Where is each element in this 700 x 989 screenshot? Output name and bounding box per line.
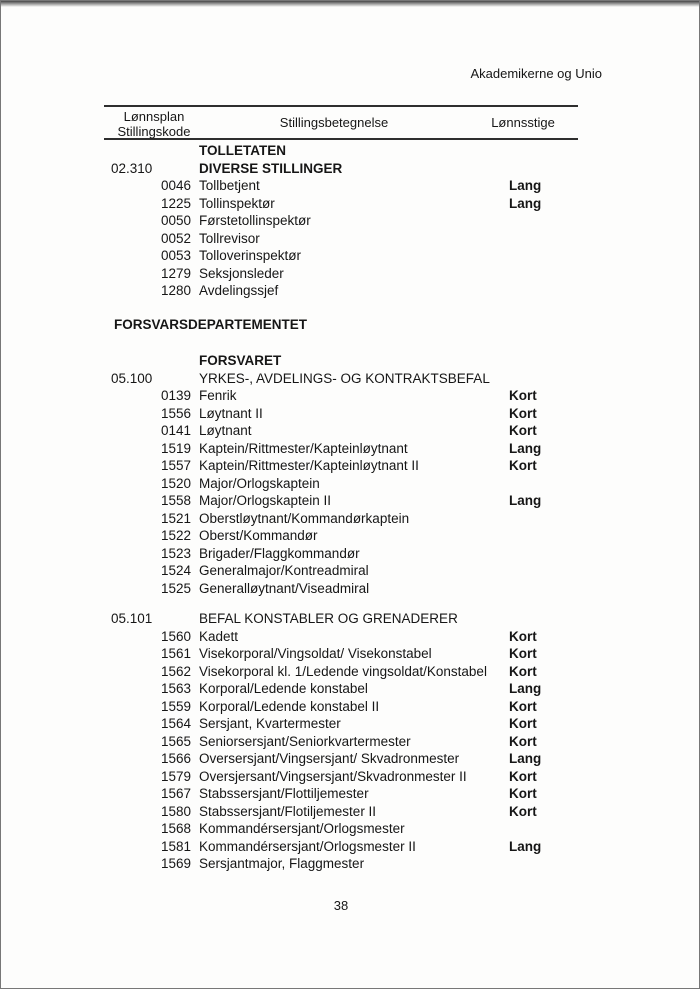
stillingsbetegnelse-cell: Førstetollinspektør: [199, 213, 311, 228]
lonnsplan-row: [104, 610, 578, 628]
table-row: [104, 768, 578, 786]
stillingsbetegnelse-cell: Oberstløytnant/Kommandørkaptein: [199, 510, 410, 526]
table-row: [104, 545, 578, 563]
stillingskode-cell: 0050: [160, 213, 191, 228]
lonnsstige-cell: Lang: [509, 751, 542, 766]
stillingsbetegnelse-cell: Kadett: [199, 628, 239, 644]
stillingsbetegnelse-cell: Korporal/Ledende konstabel: [199, 681, 368, 696]
stillingskode-cell: 1556: [160, 405, 191, 421]
stillingskode-cell: 1564: [160, 716, 191, 731]
table-row: [104, 698, 578, 716]
lonnsstige-cell: Kort: [509, 768, 537, 784]
stillingskode-cell: 1558: [160, 493, 191, 508]
table-row: [104, 247, 578, 265]
stillingsbetegnelse-cell: Seniorsersjant/Seniorkvartermester: [199, 733, 411, 749]
table-row: [104, 562, 578, 580]
lonnsstige-cell: Kort: [509, 733, 537, 749]
lonnsstige-cell: Kort: [509, 803, 537, 819]
column-header-lonnsstige: Lønnsstige: [491, 115, 555, 130]
table-row: [104, 510, 578, 528]
stillingskode-cell: 1569: [160, 856, 191, 871]
stillingsbetegnelse-cell: Kommandérsersjant/Orlogsmester II: [199, 838, 416, 854]
table-row: [104, 457, 578, 475]
stillingskode-cell: 0046: [160, 178, 191, 193]
table-row: [104, 803, 578, 821]
table-row: [104, 580, 578, 598]
stillingsbetegnelse-cell: Løytnant II: [199, 405, 263, 421]
lonnsplan-row: [104, 370, 578, 388]
department-heading-row: [104, 316, 578, 334]
stillingskode-cell: 1563: [160, 681, 191, 696]
lonnsstige-cell: Lang: [509, 178, 542, 193]
lonnsstige-cell: Lang: [509, 493, 542, 508]
lonnsstige-cell: Kort: [509, 388, 537, 403]
lonnsstige-cell: Lang: [509, 440, 542, 456]
stillingskode-cell: 1566: [160, 751, 191, 766]
stillingsbetegnelse-cell: Løytnant: [199, 423, 252, 438]
stillingskode-cell: 1520: [160, 475, 191, 491]
spacer-row: [104, 597, 578, 610]
table-row: [104, 387, 578, 405]
table-row: [104, 230, 578, 248]
stillingskode-cell: 1581: [160, 838, 191, 854]
lonnsstige-cell: Lang: [509, 681, 542, 696]
stillingskode-cell: 1560: [160, 628, 191, 644]
stillingskode-cell: 1523: [160, 545, 191, 561]
stillingskode-cell: 0141: [160, 423, 191, 438]
stillingsbetegnelse-cell: Tollinspektør: [199, 195, 275, 211]
department-heading: FORSVARSDEPARTEMENTET: [114, 316, 308, 332]
stillingsbetegnelse-cell: Stabssersjant/Flotiljemester II: [199, 803, 377, 819]
column-header-lonnsplan-stillingskode: [104, 109, 204, 139]
lonnsstige-cell: Lang: [509, 195, 542, 211]
table-row: [104, 177, 578, 195]
table-row: [104, 422, 578, 440]
section-heading: TOLLETATEN: [199, 143, 286, 158]
lonnsstige-cell: Lang: [509, 838, 542, 854]
table-row: [104, 195, 578, 213]
page-number: 38: [333, 898, 349, 913]
stillingsbetegnelse-cell: Avdelingssjef: [199, 283, 279, 298]
stillingsbetegnelse-cell: Sersjant, Kvartermester: [199, 716, 341, 731]
stillingsbetegnelse-cell: Stabssersjant/Flottiljemester: [199, 786, 369, 801]
stillingskode-cell: 1280: [160, 283, 191, 298]
table-row: [104, 628, 578, 646]
stillingskode-cell: 1562: [160, 663, 191, 679]
stillingskode-cell: 1279: [160, 265, 191, 281]
table-row: [104, 715, 578, 733]
column-header-lonnsplan: Lønnsplan: [123, 109, 185, 124]
lonnsstige-cell: Kort: [509, 716, 537, 731]
stillingsbetegnelse-cell: Kaptein/Rittmester/Kapteinløytnant II: [199, 458, 419, 473]
table-row: [104, 492, 578, 510]
lonnsstige-cell: Kort: [509, 405, 537, 421]
table-row: [104, 282, 578, 300]
section-heading-row: [104, 142, 578, 160]
stillingskode-cell: 0052: [160, 230, 191, 246]
lonnsstige-cell: Kort: [509, 786, 537, 801]
stillingsbetegnelse-cell: Major/Orlogskaptein II: [199, 493, 332, 508]
stillingskode-cell: 0139: [160, 388, 191, 403]
stillingsbetegnelse-cell: Brigader/Flaggkommandør: [199, 545, 360, 561]
table-row: [104, 440, 578, 458]
column-header-stillingsbetegnelse: Stillingsbetegnelse: [279, 115, 389, 130]
stillingskode-cell: 1580: [160, 803, 191, 819]
stillingsbetegnelse-cell: Kommandérsersjant/Orlogsmester: [199, 821, 405, 836]
table-row: [104, 785, 578, 803]
stillingsbetegnelse-cell: Visekorporal/Vingsoldat/ Visekonstabel: [199, 646, 432, 661]
stillingsbetegnelse-cell: Major/Orlogskaptein: [199, 475, 320, 491]
table-header: [104, 105, 578, 140]
table-row: [104, 265, 578, 283]
stillingsbetegnelse-cell: Oversersjant/Vingsersjant/ Skvadronmester: [199, 751, 460, 766]
stillingsbetegnelse-cell: Fenrik: [199, 388, 237, 403]
lonnsstige-cell: Kort: [509, 698, 537, 714]
lonnsplan-name-cell: DIVERSE STILLINGER: [199, 160, 343, 176]
stillingskode-cell: 1524: [160, 563, 191, 578]
lonnsplan-code-cell: 05.101: [111, 611, 153, 626]
stillingskode-cell: 0053: [160, 248, 191, 263]
document-header-organizations: Akademikerne og Unio: [470, 66, 602, 81]
stillingskode-cell: 1567: [160, 786, 191, 801]
lonnsstige-cell: Kort: [509, 628, 537, 644]
table-row: [104, 405, 578, 423]
stillingskode-cell: 1519: [160, 440, 191, 456]
lonnsplan-row: [104, 160, 578, 178]
stillingsbetegnelse-cell: Oversjersant/Vingsersjant/Skvadronmester II: [199, 768, 467, 784]
lonnsstige-cell: Kort: [509, 646, 537, 661]
lonnsplan-name-cell: BEFAL KONSTABLER OG GRENADERER: [199, 611, 458, 626]
table-row: [104, 663, 578, 681]
stillingsbetegnelse-cell: Tollrevisor: [199, 230, 260, 246]
table-row: [104, 527, 578, 545]
column-header-stillingskode: Stillingskode: [117, 124, 191, 139]
stillingsbetegnelse-cell: Generalmajor/Kontreadmiral: [199, 563, 369, 578]
stillingsbetegnelse-cell: Tolloverinspektør: [199, 248, 302, 263]
lonnsplan-code-cell: 05.100: [111, 370, 153, 386]
stillingsbetegnelse-cell: Kaptein/Rittmester/Kapteinløytnant: [199, 440, 408, 456]
spacer-row: [104, 300, 578, 316]
stillingsbetegnelse-cell: Generalløytnant/Viseadmiral: [199, 580, 370, 596]
stillingsbetegnelse-cell: Seksjonsleder: [199, 265, 284, 281]
table-body: [104, 142, 578, 873]
table-row: [104, 750, 578, 768]
stillingskode-cell: 1559: [160, 698, 191, 714]
stillingskode-cell: 1565: [160, 733, 191, 749]
stillingskode-cell: 1568: [160, 821, 191, 836]
stillingsbetegnelse-cell: Sersjantmajor, Flaggmester: [199, 856, 365, 871]
table-row: [104, 855, 578, 873]
stillingskode-cell: 1561: [160, 646, 191, 661]
table-row: [104, 645, 578, 663]
lonnsstige-cell: Kort: [509, 423, 537, 438]
table-row: [104, 680, 578, 698]
stillingskode-cell: 1579: [160, 768, 191, 784]
stillingsbetegnelse-cell: Oberst/Kommandør: [199, 528, 318, 543]
section-heading-row: [104, 352, 578, 370]
lonnsplan-code-cell: 02.310: [111, 160, 153, 176]
stillingsbetegnelse-cell: Visekorporal kl. 1/Ledende vingsoldat/Konstabel: [199, 663, 487, 679]
section-heading: FORSVARET: [199, 353, 282, 368]
stillingskode-cell: 1557: [160, 458, 191, 473]
table-row: [104, 733, 578, 751]
stillingsbetegnelse-cell: Korporal/Ledende konstabel II: [199, 698, 380, 714]
table-row: [104, 820, 578, 838]
table-row: [104, 475, 578, 493]
stillingskode-cell: 1522: [160, 528, 191, 543]
spacer-row: [104, 333, 578, 352]
lonnsplan-name-cell: YRKES-, AVDELINGS- OG KONTRAKTSBEFAL: [199, 370, 490, 386]
table-row: [104, 838, 578, 856]
table-row: [104, 212, 578, 230]
lonnsstige-cell: Kort: [509, 663, 537, 679]
stillingskode-cell: 1525: [160, 580, 191, 596]
stillingskode-cell: 1225: [160, 195, 191, 211]
lonnsstige-cell: Kort: [509, 458, 537, 473]
scan-edge-artifact: [1, 1, 699, 7]
stillingskode-cell: 1521: [160, 510, 191, 526]
stillingsbetegnelse-cell: Tollbetjent: [199, 178, 260, 193]
